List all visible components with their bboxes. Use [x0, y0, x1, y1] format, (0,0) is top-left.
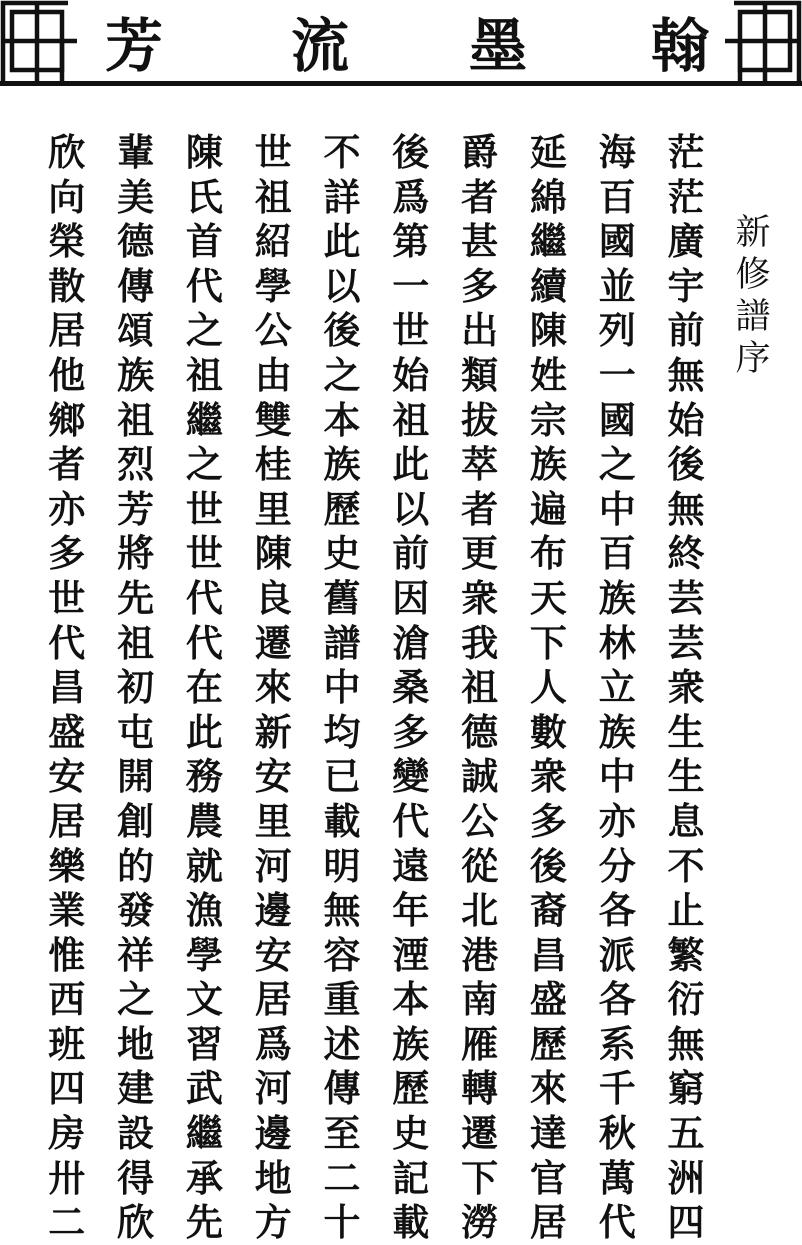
text-glyph: 先: [185, 1200, 223, 1245]
text-glyph: 河: [254, 1066, 292, 1111]
text-glyph: 官: [529, 1155, 567, 1200]
text-glyph: 茫: [667, 130, 705, 174]
text-glyph: 盛: [48, 709, 86, 754]
text-glyph: 生: [667, 754, 705, 799]
text-glyph: 萬: [598, 1155, 636, 1200]
text-glyph: 息: [667, 798, 705, 843]
subtitle-glyph: 修: [735, 255, 771, 295]
text-glyph: 盛: [529, 977, 567, 1022]
text-glyph: 載: [392, 1200, 430, 1245]
text-glyph: 因: [392, 575, 430, 620]
text-glyph: 德: [461, 709, 499, 754]
text-glyph: 多: [529, 798, 567, 843]
text-glyph: 代: [598, 1200, 636, 1245]
text-glyph: 欣: [117, 1200, 155, 1245]
text-glyph: 房: [48, 1111, 86, 1156]
text-glyph: 茫: [667, 174, 705, 219]
text-glyph: 五: [667, 1111, 705, 1156]
text-glyph: 西: [48, 977, 86, 1022]
text-glyph: 昌: [48, 665, 86, 710]
text-glyph: 綿: [529, 174, 567, 219]
text-glyph: 四: [667, 1200, 705, 1245]
text-glyph: 安: [254, 932, 292, 977]
text-glyph: 史: [392, 1111, 430, 1156]
header-title-char-1: 芳: [104, 12, 163, 80]
text-glyph: 祖: [117, 620, 155, 665]
text-glyph: 德: [117, 219, 155, 264]
text-glyph: 欣: [48, 130, 86, 174]
text-glyph: 此: [392, 442, 430, 487]
text-glyph: 屯: [117, 709, 155, 754]
text-glyph: 述: [323, 1021, 361, 1066]
text-glyph: 世: [48, 575, 86, 620]
text-glyph: 多: [392, 709, 430, 754]
text-glyph: 延: [529, 130, 567, 174]
text-glyph: 之: [117, 977, 155, 1022]
text-glyph: 歷: [392, 1066, 430, 1111]
text-glyph: 止: [667, 888, 705, 933]
text-column: [661, 130, 711, 1245]
text-glyph: 立: [598, 665, 636, 710]
text-glyph: 桂: [254, 442, 292, 487]
text-glyph: 海: [598, 130, 636, 174]
text-glyph: 邊: [254, 1111, 292, 1156]
text-glyph: 中: [323, 665, 361, 710]
text-glyph: 誠: [461, 754, 499, 799]
text-glyph: 地: [254, 1155, 292, 1200]
text-glyph: 芳: [117, 486, 155, 531]
text-glyph: 四: [48, 1066, 86, 1111]
text-glyph: 芸: [667, 575, 705, 620]
text-glyph: 詳: [323, 174, 361, 219]
text-glyph: 我: [461, 620, 499, 665]
text-glyph: 生: [667, 709, 705, 754]
text-glyph: 陳: [254, 531, 292, 576]
text-glyph: 之: [323, 352, 361, 397]
text-column: [248, 130, 298, 1245]
text-glyph: 祖: [461, 665, 499, 710]
text-glyph: 農: [185, 798, 223, 843]
text-glyph: 邊: [254, 888, 292, 933]
text-column: [179, 130, 229, 1245]
text-glyph: 人: [529, 665, 567, 710]
text-glyph: 中: [598, 486, 636, 531]
text-glyph: 武: [185, 1066, 223, 1111]
text-glyph: 公: [461, 798, 499, 843]
text-glyph: 承: [185, 1155, 223, 1200]
text-glyph: 以: [392, 486, 430, 531]
text-glyph: 以: [323, 263, 361, 308]
text-glyph: 之: [185, 442, 223, 487]
text-glyph: 紹: [254, 219, 292, 264]
text-glyph: 傳: [323, 1066, 361, 1111]
subtitle-glyph: 譜: [735, 297, 771, 337]
text-glyph: 後: [667, 442, 705, 487]
text-glyph: 業: [48, 888, 86, 933]
text-glyph: 二: [323, 1155, 361, 1200]
text-glyph: 林: [598, 620, 636, 665]
text-glyph: 習: [185, 1021, 223, 1066]
text-glyph: 前: [667, 308, 705, 353]
subtitle-glyph: 序: [735, 339, 771, 379]
text-glyph: 里: [254, 486, 292, 531]
text-glyph: 向: [48, 174, 86, 219]
text-glyph: 萃: [461, 442, 499, 487]
text-glyph: 派: [598, 932, 636, 977]
text-glyph: 一: [598, 352, 636, 397]
text-glyph: 布: [529, 531, 567, 576]
text-glyph: 後: [323, 308, 361, 353]
text-glyph: 系: [598, 1021, 636, 1066]
text-glyph: 烈: [117, 442, 155, 487]
text-glyph: 文: [185, 977, 223, 1022]
text-glyph: 出: [461, 308, 499, 353]
text-glyph: 從: [461, 843, 499, 888]
text-glyph: 代: [185, 620, 223, 665]
text-glyph: 芸: [667, 620, 705, 665]
text-glyph: 世: [185, 486, 223, 531]
text-glyph: 里: [254, 798, 292, 843]
text-glyph: 後: [529, 843, 567, 888]
text-column: [386, 130, 436, 1245]
text-glyph: 學: [254, 263, 292, 308]
text-glyph: 氏: [185, 174, 223, 219]
text-glyph: 拔: [461, 397, 499, 442]
text-glyph: 下: [529, 620, 567, 665]
text-glyph: 者: [461, 486, 499, 531]
text-glyph: 前: [392, 531, 430, 576]
text-glyph: 至: [323, 1111, 361, 1156]
text-glyph: 首: [185, 219, 223, 264]
text-glyph: 已: [323, 754, 361, 799]
text-glyph: 衆: [461, 575, 499, 620]
text-glyph: 爲: [392, 174, 430, 219]
text-glyph: 亦: [48, 486, 86, 531]
text-glyph: 安: [254, 754, 292, 799]
text-glyph: 族: [323, 442, 361, 487]
text-glyph: 輩: [117, 130, 155, 174]
text-column: [317, 130, 367, 1245]
text-glyph: 遷: [461, 1111, 499, 1156]
text-glyph: 世: [185, 531, 223, 576]
text-glyph: 繼: [185, 397, 223, 442]
text-glyph: 變: [392, 754, 430, 799]
text-glyph: 姓: [529, 352, 567, 397]
text-glyph: 創: [117, 798, 155, 843]
text-glyph: 世: [254, 130, 292, 174]
text-glyph: 爵: [461, 130, 499, 174]
text-glyph: 地: [117, 1021, 155, 1066]
text-glyph: 裔: [529, 888, 567, 933]
text-glyph: 發: [117, 888, 155, 933]
text-glyph: 雁: [461, 1021, 499, 1066]
text-glyph: 多: [48, 531, 86, 576]
text-glyph: 南: [461, 977, 499, 1022]
text-glyph: 本: [323, 397, 361, 442]
text-glyph: 頌: [117, 308, 155, 353]
text-glyph: 第: [392, 219, 430, 264]
text-glyph: 千: [598, 1066, 636, 1111]
text-glyph: 開: [117, 754, 155, 799]
text-glyph: 百: [598, 531, 636, 576]
text-glyph: 年: [392, 888, 430, 933]
text-glyph: 設: [117, 1111, 155, 1156]
text-glyph: 此: [185, 709, 223, 754]
text-glyph: 祥: [117, 932, 155, 977]
text-glyph: 桑: [392, 665, 430, 710]
text-glyph: 族: [117, 352, 155, 397]
text-glyph: 宇: [667, 263, 705, 308]
text-glyph: 他: [48, 352, 86, 397]
text-column: [111, 130, 161, 1245]
text-glyph: 居: [254, 977, 292, 1022]
text-glyph: 亦: [598, 798, 636, 843]
text-glyph: 衆: [529, 754, 567, 799]
text-glyph: 更: [461, 531, 499, 576]
text-glyph: 祖: [254, 174, 292, 219]
text-glyph: 繼: [529, 219, 567, 264]
text-glyph: 安: [48, 754, 86, 799]
text-glyph: 各: [598, 888, 636, 933]
text-glyph: 來: [529, 1066, 567, 1111]
text-glyph: 類: [461, 352, 499, 397]
text-glyph: 散: [48, 263, 86, 308]
text-glyph: 譜: [323, 620, 361, 665]
text-glyph: 重: [323, 977, 361, 1022]
text-glyph: 遠: [392, 843, 430, 888]
text-glyph: 先: [117, 575, 155, 620]
text-glyph: 無: [323, 888, 361, 933]
text-glyph: 將: [117, 531, 155, 576]
text-glyph: 陳: [529, 308, 567, 353]
text-glyph: 榮: [48, 219, 86, 264]
text-glyph: 國: [598, 397, 636, 442]
text-glyph: 公: [254, 308, 292, 353]
text-glyph: 新: [254, 709, 292, 754]
text-glyph: 繁: [667, 932, 705, 977]
text-glyph: 在: [185, 665, 223, 710]
text-glyph: 傳: [117, 263, 155, 308]
text-glyph: 甚: [461, 219, 499, 264]
text-glyph: 轉: [461, 1066, 499, 1111]
text-glyph: 洲: [667, 1155, 705, 1200]
text-glyph: 秋: [598, 1111, 636, 1156]
text-glyph: 多: [461, 263, 499, 308]
text-glyph: 終: [667, 531, 705, 576]
text-glyph: 窮: [667, 1066, 705, 1111]
text-glyph: 衍: [667, 977, 705, 1022]
text-glyph: 代: [185, 263, 223, 308]
text-glyph: 始: [392, 352, 430, 397]
text-glyph: 無: [667, 486, 705, 531]
text-glyph: 就: [185, 843, 223, 888]
text-glyph: 族: [392, 1021, 430, 1066]
text-glyph: 百: [598, 174, 636, 219]
text-glyph: 之: [185, 308, 223, 353]
text-glyph: 務: [185, 754, 223, 799]
text-glyph: 澇: [461, 1200, 499, 1245]
text-glyph: 陳: [185, 130, 223, 174]
text-glyph: 舊: [323, 575, 361, 620]
text-glyph: 族: [598, 709, 636, 754]
text-column: [455, 130, 505, 1245]
text-glyph: 鄉: [48, 397, 86, 442]
text-glyph: 美: [117, 174, 155, 219]
text-glyph: 史: [323, 531, 361, 576]
text-glyph: 族: [598, 575, 636, 620]
text-glyph: 各: [598, 977, 636, 1022]
text-glyph: 漁: [185, 888, 223, 933]
text-glyph: 得: [117, 1155, 155, 1200]
text-glyph: 不: [667, 843, 705, 888]
text-glyph: 無: [667, 352, 705, 397]
text-glyph: 初: [117, 665, 155, 710]
subtitle-column: [728, 212, 778, 380]
text-glyph: 後: [392, 130, 430, 174]
text-glyph: 歷: [323, 486, 361, 531]
text-glyph: 居: [529, 1200, 567, 1245]
text-glyph: 港: [461, 932, 499, 977]
text-glyph: 容: [323, 932, 361, 977]
text-glyph: 方: [254, 1200, 292, 1245]
text-glyph: 始: [667, 397, 705, 442]
text-glyph: 由: [254, 352, 292, 397]
text-glyph: 代: [392, 798, 430, 843]
text-glyph: 良: [254, 575, 292, 620]
text-glyph: 學: [185, 932, 223, 977]
text-glyph: 分: [598, 843, 636, 888]
text-glyph: 代: [48, 620, 86, 665]
text-glyph: 並: [598, 263, 636, 308]
text-glyph: 列: [598, 308, 636, 353]
text-glyph: 天: [529, 575, 567, 620]
text-glyph: 一: [392, 263, 430, 308]
text-glyph: 來: [254, 665, 292, 710]
text-glyph: 繼: [185, 1111, 223, 1156]
text-glyph: 數: [529, 709, 567, 754]
text-glyph: 無: [667, 1021, 705, 1066]
text-glyph: 記: [392, 1155, 430, 1200]
text-column: [592, 130, 642, 1245]
text-glyph: 載: [323, 798, 361, 843]
text-glyph: 國: [598, 219, 636, 264]
text-glyph: 之: [598, 442, 636, 487]
text-glyph: 歷: [529, 1021, 567, 1066]
text-glyph: 惟: [48, 932, 86, 977]
text-glyph: 滄: [392, 620, 430, 665]
text-column: [523, 130, 573, 1245]
text-glyph: 遍: [529, 486, 567, 531]
text-glyph: 祖: [117, 397, 155, 442]
header-title-char-4: 翰: [650, 12, 709, 80]
text-glyph: 北: [461, 888, 499, 933]
text-glyph: 卅: [48, 1155, 86, 1200]
text-glyph: 廣: [667, 219, 705, 264]
text-glyph: 祖: [392, 397, 430, 442]
text-glyph: 建: [117, 1066, 155, 1111]
text-glyph: 者: [48, 442, 86, 487]
text-column: [42, 130, 92, 1245]
text-glyph: 明: [323, 843, 361, 888]
text-glyph: 雙: [254, 397, 292, 442]
text-glyph: 河: [254, 843, 292, 888]
subtitle-glyph: 新: [735, 213, 771, 253]
text-glyph: 十: [323, 1200, 361, 1245]
text-glyph: 居: [48, 798, 86, 843]
text-glyph: 班: [48, 1021, 86, 1066]
text-glyph: 此: [323, 219, 361, 264]
text-glyph: 者: [461, 174, 499, 219]
text-glyph: 爲: [254, 1021, 292, 1066]
text-glyph: 本: [392, 977, 430, 1022]
text-glyph: 宗: [529, 397, 567, 442]
text-glyph: 湮: [392, 932, 430, 977]
text-glyph: 下: [461, 1155, 499, 1200]
text-glyph: 續: [529, 263, 567, 308]
text-glyph: 世: [392, 308, 430, 353]
text-glyph: 祖: [185, 352, 223, 397]
text-glyph: 不: [323, 130, 361, 174]
text-glyph: 二: [48, 1200, 86, 1245]
text-glyph: 代: [185, 575, 223, 620]
text-glyph: 中: [598, 754, 636, 799]
text-glyph: 衆: [667, 665, 705, 710]
text-glyph: 遷: [254, 620, 292, 665]
text-glyph: 達: [529, 1111, 567, 1156]
text-glyph: 昌: [529, 932, 567, 977]
text-glyph: 的: [117, 843, 155, 888]
text-glyph: 均: [323, 709, 361, 754]
header-title-char-2: 流: [290, 12, 349, 80]
text-glyph: 樂: [48, 843, 86, 888]
text-glyph: 居: [48, 308, 86, 353]
text-glyph: 族: [529, 442, 567, 487]
header-title-char-3: 墨: [468, 12, 527, 80]
